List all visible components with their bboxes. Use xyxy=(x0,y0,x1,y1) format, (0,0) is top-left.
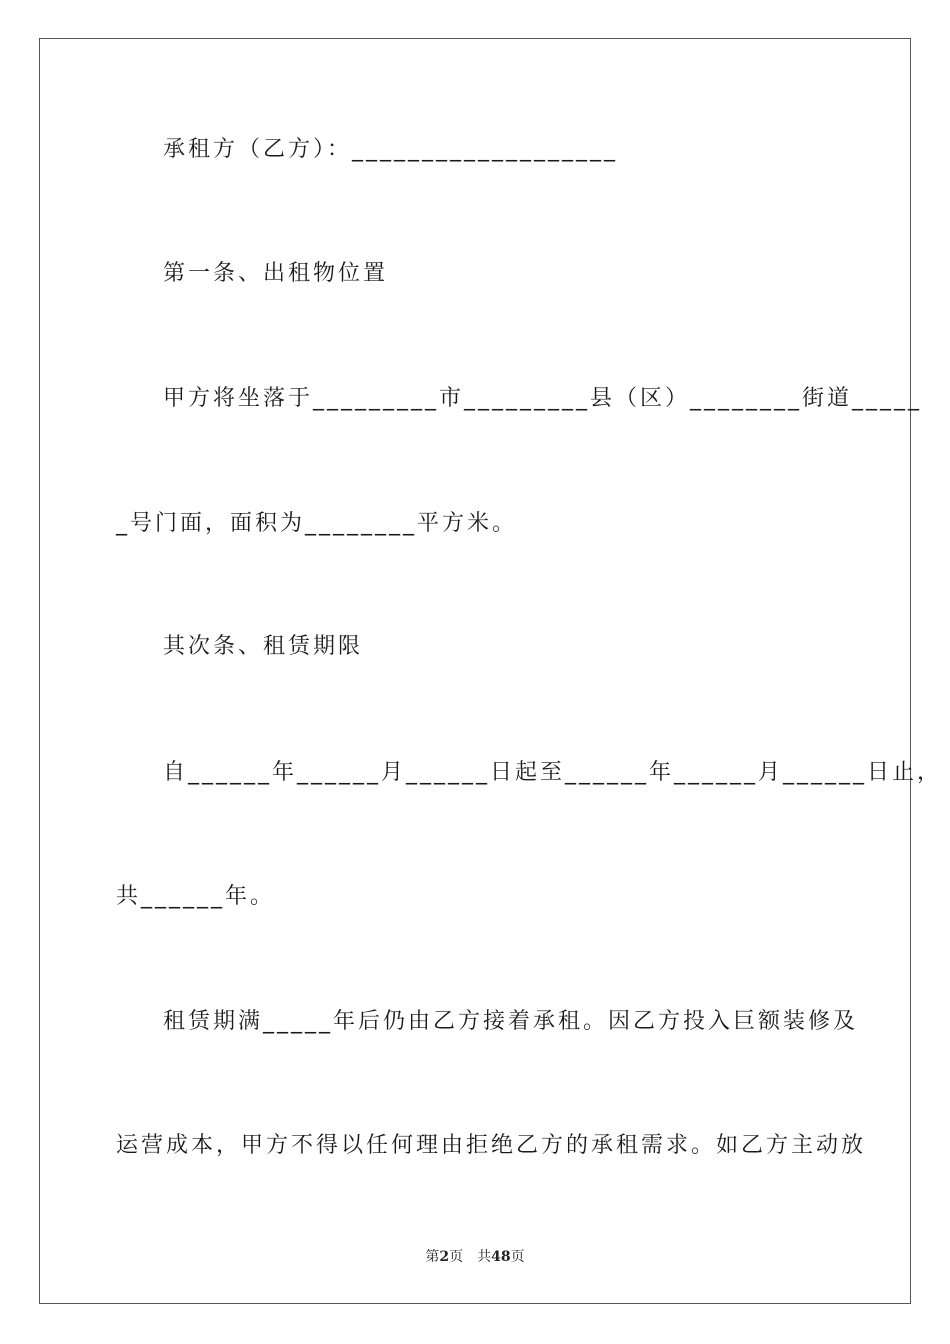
text-line-renewal-1: 租赁期满_____年后仍由乙方接着承租。因乙方投入巨额装修及 xyxy=(163,1009,859,1034)
text-line-term-1: 自______年______月______日起至______年______月______日止， xyxy=(163,760,943,785)
footer-suffix: 页 xyxy=(510,1249,525,1265)
page-border xyxy=(39,38,911,1304)
footer-total-pages: 48 xyxy=(491,1249,511,1265)
text-line-term-2: 共______年。 xyxy=(116,884,276,909)
text-line-article-2-title: 其次条、租赁期限 xyxy=(163,634,364,659)
footer-middle: 页 共 xyxy=(449,1249,492,1265)
text-line-article-1-title: 第一条、出租物位置 xyxy=(163,261,389,286)
page-footer xyxy=(0,1246,950,1266)
footer-prefix: 第 xyxy=(425,1249,440,1265)
text-line-renewal-2: 运营成本，甲方不得以任何理由拒绝乙方的承租需求。如乙方主动放 xyxy=(116,1133,867,1158)
text-line-location-1: 甲方将坐落于_________市_________县（区）________街道_____ xyxy=(163,386,923,411)
text-line-lessee: 承租方（乙方）：___________________ xyxy=(163,137,619,162)
text-line-location-2: _号门面，面积为________平方米。 xyxy=(116,511,518,536)
footer-page-number: 2 xyxy=(439,1249,450,1265)
